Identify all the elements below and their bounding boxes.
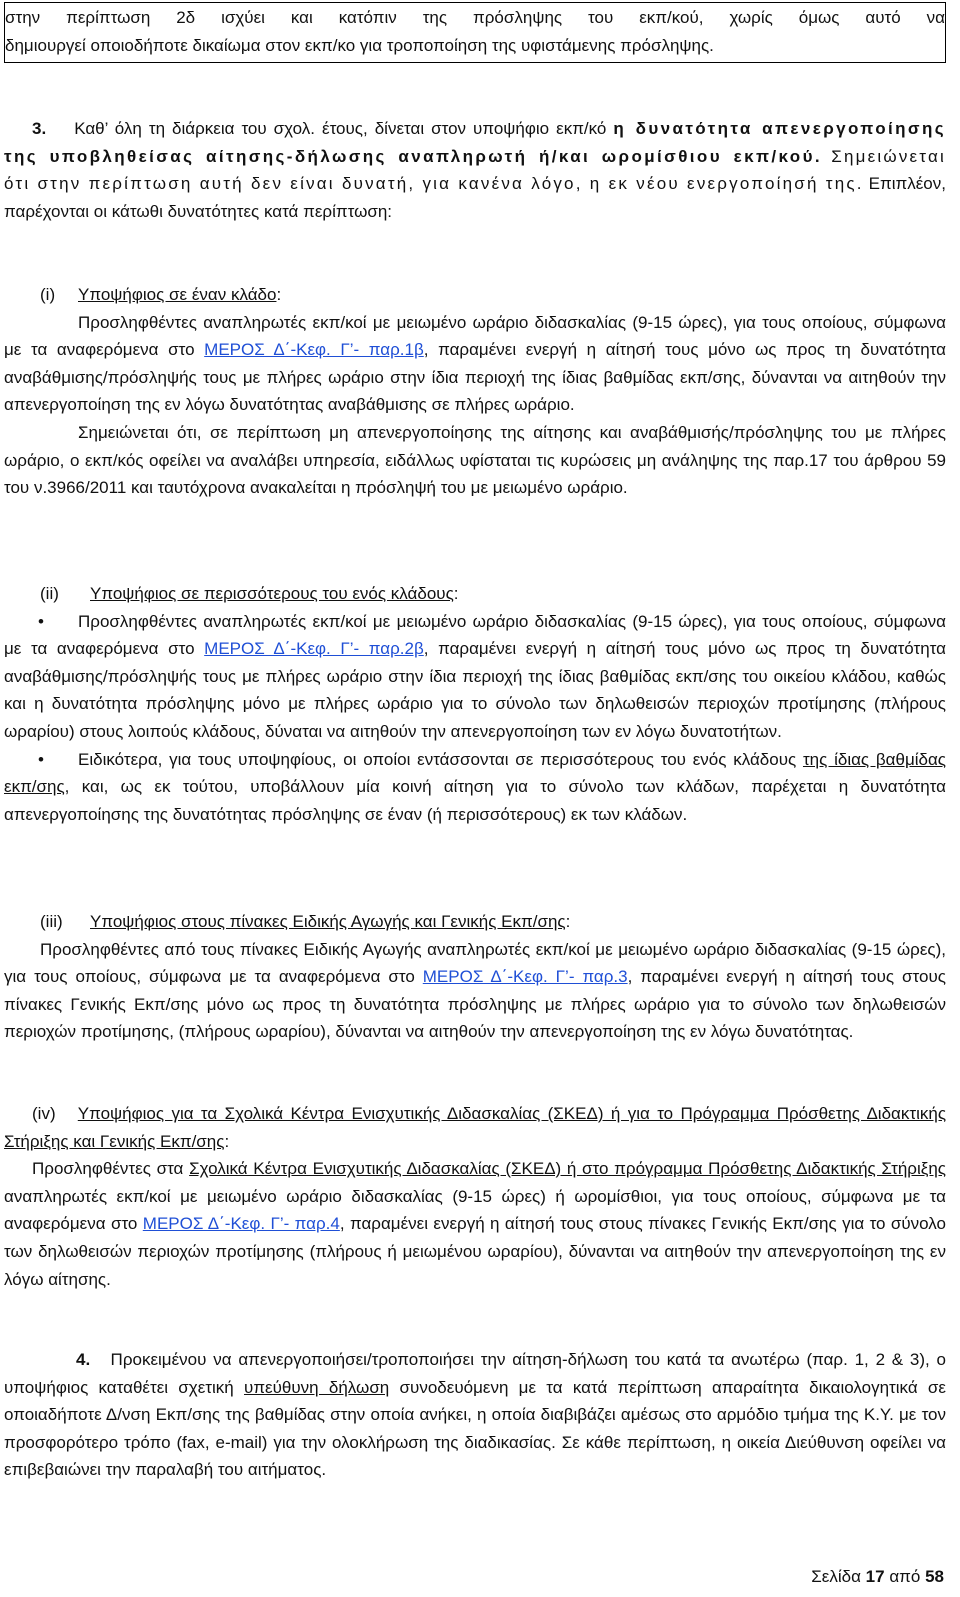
paragraph-3-bold: η δυνατότητα απενεργοποίησης της υποβληθείσας αίτησης-δήλωσης αναπληρωτή ή/και ωρομίσθιου εκπ/κού.	[4, 119, 946, 166]
case-iv-colon: :	[224, 1131, 230, 1151]
case-ii-label: (ii)	[40, 584, 59, 603]
case-ii-colon: :	[453, 584, 459, 603]
footer-page-number: 17	[865, 1567, 885, 1586]
case-i-heading: Υποψήφιος σε έναν κλάδο	[78, 285, 277, 304]
paragraph-4-text-b: συνοδευόμενη με τα κατά περίπτωση απαραίτητα δικαιολογητικά σε οποιαδήποτε Δ/νση Εκπ/σης της βαθμίδας στην οποία ανήκει, η οποία διαβιβάζει αμέσως στο αρμόδιο τμήμα της Κ.Υ. με τον προσφορότερο τρόπο (fax, e-mail) για την ολοκλήρωση της διαδικασίας. Σε κάθε περίπτωση, η οικεία Διεύθυνση οφείλει να επιβεβαιώνει την παραλαβή του αιτήματος.	[4, 1377, 946, 1480]
paragraph-3-text-b: Επιπλέον, παρέχονται οι κάτωθι δυνατότητες κατά περίπτωση:	[4, 174, 946, 221]
case-iv-text-a: Προσληφθέντες στα	[32, 1159, 184, 1179]
case-ii-bullet-1	[4, 608, 946, 746]
bullet-icon: •	[38, 749, 44, 769]
case-iii-paragraph	[4, 936, 946, 1046]
case-iv	[4, 1100, 946, 1293]
case-i-p1-text-a: Προσληφθέντες αναπληρωτές εκπ/κοί με μειωμένο ωράριο διδασκαλίας (9-15 ώρες), για τους οποίους, σύμφωνα με τα αναφερόμενα στο	[4, 312, 946, 360]
case-ii-b1-text-b: , παραμένει ενεργή η αίτησή τους μόνο ως προς τη δυνατότητα αναβάθμισης/πρόσληψής τους με πλήρες ωράριο στην ίδια περιοχή της ίδιας βαθμίδας εκπ/σης του οικείου κλάδου, καθώς και η δυνατότητα πρόσληψης μόνο με πλήρες ωράριο για το σύνολο των δηλωθεισών περιοχών προτίμησης (πλήρους ωραρίου) στους λοιπούς κλάδους, δύναται να αιτηθούν την απενεργοποίηση των εν λόγω δυνατοτήτων.	[4, 639, 946, 741]
case-ii-b2-text-a: Ειδικότερα, για τους υποψηφίους, οι οποίοι εντάσσονται σε περισσότερους του ενός κλάδους	[78, 749, 797, 769]
paragraph-number: 4.	[76, 1350, 91, 1369]
case-iv-heading-row	[4, 1100, 946, 1155]
footer-total-pages: 58	[925, 1567, 944, 1586]
case-i-paragraph-1	[4, 309, 946, 419]
paragraph-4-text	[4, 1346, 946, 1484]
bullet-icon: •	[38, 611, 44, 631]
paragraph-number: 3.	[32, 119, 47, 138]
paragraph-4-text-a: Προκειμένου να απενεργοποιήσει/τροποποιήσει την αίτηση-δήλωση του κατά τα ανωτέρω (παρ. 1, 2 & 3), ο υποψήφιος καταθέτει σχετική	[4, 1350, 947, 1397]
case-iii-text-b: , παραμένει ενεργή η αίτησή τους στους πίνακες Γενικής Εκπ/σης μόνο ως προς τη δυνατότητα πρόσληψης με πλήρες ωράριο για το σύνολο των δηλωθεισών περιοχών προτίμησης, (πλήρους ωραρίου), δύνανται να αιτηθούν την απενεργοποίηση της εν λόγω δυνατότητας.	[4, 967, 946, 1042]
case-iii-colon: :	[565, 912, 571, 931]
case-iv-underlined: Σχολικά Κέντρα Ενισχυτικής Διδασκαλίας (ΣΚΕΔ) ή στο πρόγραμμα Πρόσθετης Διδακτικής Στήριξης	[189, 1159, 946, 1179]
page-footer	[811, 1563, 944, 1591]
case-ii-b2-underlined: της ίδιας βαθμίδας εκπ/σης	[4, 749, 947, 797]
paragraph-3-text-a: Καθ’ όλη τη διάρκεια του σχολ. έτους, δίνεται στον υποψήφιο εκπ/κό	[74, 119, 607, 138]
boxed-note-line1: στην περίπτωση 2δ ισχύει και κατόπιν της πρόσληψης του εκπ/κού, χωρίς όμως αυτό να	[5, 8, 945, 27]
case-iii-heading-row	[4, 908, 946, 936]
paragraph-4	[4, 1346, 946, 1484]
case-i-paragraph-2: Σημειώνεται ότι, σε περίπτωση μη απενεργοποίησης της αίτησης και αναβάθμισής/πρόσληψης του με πλήρες ωράριο, ο εκπ/κός οφείλει να αναλάβει υπηρεσία, ειδάλλως υφίσταται τις κυρώσεις μη ανάληψης της παρ.17 του άρθρου 59 του ν.3966/2011 και ταυτόχρονα ανακαλείται η πρόσληψή του με μειωμένο ωράριο.	[4, 422, 946, 498]
case-i-p1-text-b: , παραμένει ενεργή η αίτησή τους μόνο ως προς τη δυνατότητα αναβάθμισης/πρόσληψής τους με πλήρες ωράριο στην ίδια περιοχή της ίδιας βαθμίδας εκπ/σης, δύνανται να αιτηθούν την απενεργοποίηση της εν λόγω δυνατότητας αναβάθμισης σε πλήρες ωράριο.	[4, 340, 946, 415]
footer-of: από	[889, 1567, 921, 1586]
case-ii-part-link[interactable]: ΜΕΡΟΣ Δ΄-Κεφ. Γ’- παρ.2β	[204, 639, 424, 659]
case-iv-label: (iv)	[32, 1104, 56, 1123]
case-i-part-link[interactable]: ΜΕΡΟΣ Δ΄-Κεφ. Γ’- παρ.1β	[204, 340, 424, 360]
case-ii	[4, 580, 946, 828]
case-ii-bullet-2	[4, 746, 946, 829]
case-iii-label: (iii)	[40, 912, 63, 931]
case-i-heading-row	[4, 281, 946, 309]
case-iv-text-c: , παραμένει ενεργή η αίτησή τους στους πίνακες Γενικής Εκπ/σης για το σύνολο των δηλωθεισών περιοχών προτίμησης (πλήρους ή μειωμένου ωραρίου), δύνανται να αιτηθούν την απενεργοποίηση της εν λόγω αίτησης.	[4, 1214, 946, 1289]
case-i-label: (i)	[40, 285, 56, 304]
case-iv-paragraph	[4, 1155, 946, 1293]
paragraph-3-spaced: Σημειώνεται ότι στην περίπτωση αυτή δεν είναι δυνατή, για κανένα λόγο, η εκ νέου ενεργοποίησή της.	[4, 146, 946, 194]
paragraph-4-underlined: υπεύθυνη δήλωση	[244, 1377, 390, 1397]
case-iii-text-a: Προσληφθέντες από τους πίνακες Ειδικής Αγωγής αναπληρωτές εκπ/κοί με μειωμένο ωράριο διδασκαλίας (9-15 ώρες), για τους οποίους, σύμφωνα με τα αναφερόμενα στο	[4, 939, 946, 987]
case-ii-heading: Υποψήφιος σε περισσότερους του ενός κλάδους	[90, 584, 454, 603]
case-ii-b1-text-a: Προσληφθέντες αναπληρωτές εκπ/κοί με μειωμένο ωράριο διδασκαλίας (9-15 ώρες), για τους οποίους, σύμφωνα με τα αναφερόμενα στο	[4, 611, 946, 659]
case-iv-part-link[interactable]: ΜΕΡΟΣ Δ΄-Κεφ. Γ’- παρ.4	[142, 1214, 340, 1234]
case-iv-text-b: αναπληρωτές εκπ/κοί με μειωμένο ωράριο διδασκαλίας (9-15 ώρες) ή ωρομίσθιοι, για τους οποίους, σύμφωνα με τα αναφερόμενα στο	[4, 1186, 946, 1234]
case-iv-heading: Υποψήφιος για τα Σχολικά Κέντρα Ενισχυτικής Διδασκαλίας (ΣΚΕΔ) ή για το Πρόγραμμα Πρόσθετης Διδακτικής Στήριξης και Γενικής Εκπ/σης	[4, 1104, 947, 1151]
paragraph-3	[4, 115, 946, 225]
boxed-note-line2: δημιουργεί οποιοδήποτε δικαίωμα στον εκπ/κο για τροποποίηση της υφιστάμενης πρόσληψης.	[5, 35, 714, 55]
case-iii-heading: Υποψήφιος στους πίνακες Ειδικής Αγωγής και Γενικής Εκπ/σης	[90, 912, 566, 931]
case-iii	[4, 908, 946, 1046]
footer-word: Σελίδα	[811, 1567, 861, 1586]
case-ii-b2-text-b: , και, ως εκ τούτου, υποβάλλουν μία κοινή αίτηση για το σύνολο των κλάδων, παρέχεται η δυνατότητα απενεργοποίησης της δυνατότητας πρόσληψης σε έναν (ή περισσότερους) εκ των κλάδων.	[4, 777, 946, 824]
case-ii-heading-row	[4, 580, 946, 608]
case-i-colon: :	[276, 285, 282, 304]
case-i	[4, 281, 946, 502]
boxed-note	[4, 2, 946, 63]
case-iii-part-link[interactable]: ΜΕΡΟΣ Δ΄-Κεφ. Γ’- παρ.3	[422, 967, 628, 987]
